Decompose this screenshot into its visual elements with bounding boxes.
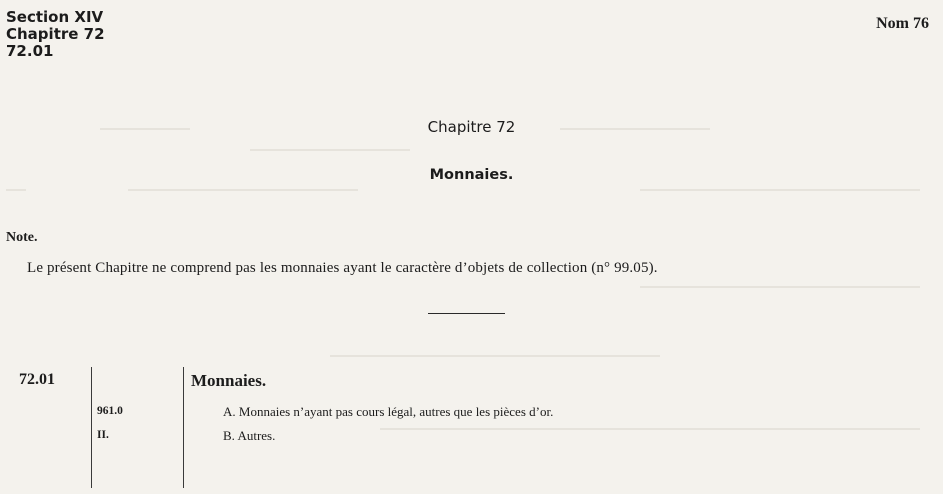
chapter-title: Chapitre 72 (427, 118, 516, 136)
page-reference: Nom 76 (876, 15, 929, 32)
note-label: Note. (6, 230, 38, 245)
show-through-mark (128, 189, 358, 191)
show-through-mark (380, 428, 920, 430)
subheading-text: A. Monnaies n’ayant pas cours légal, autres que les pièces d’or. (223, 404, 554, 419)
heading-ref-label: 72.01 (6, 42, 54, 60)
section-divider (428, 313, 505, 314)
show-through-mark (640, 189, 920, 191)
statistical-code: 961.0 (97, 405, 123, 417)
running-header-left (6, 9, 105, 60)
show-through-mark (6, 189, 26, 191)
heading-title: Monnaies. (191, 371, 267, 390)
column-divider-left (91, 367, 92, 488)
chapter-label: Chapitre 72 (6, 25, 105, 43)
show-through-mark (330, 355, 660, 357)
heading-number: 72.01 (19, 371, 55, 388)
statistical-code: II. (97, 429, 109, 441)
section-label: Section XIV (6, 8, 104, 26)
column-divider-right (183, 367, 184, 488)
show-through-mark (640, 286, 920, 288)
chapter-subtitle: Monnaies. (429, 167, 514, 183)
note-text: Le présent Chapitre ne comprend pas les monnaies ayant le caractère d’objets de collection (n° 99.05). (27, 260, 658, 276)
show-through-mark (250, 149, 410, 151)
subheading-text: B. Autres. (223, 428, 276, 443)
